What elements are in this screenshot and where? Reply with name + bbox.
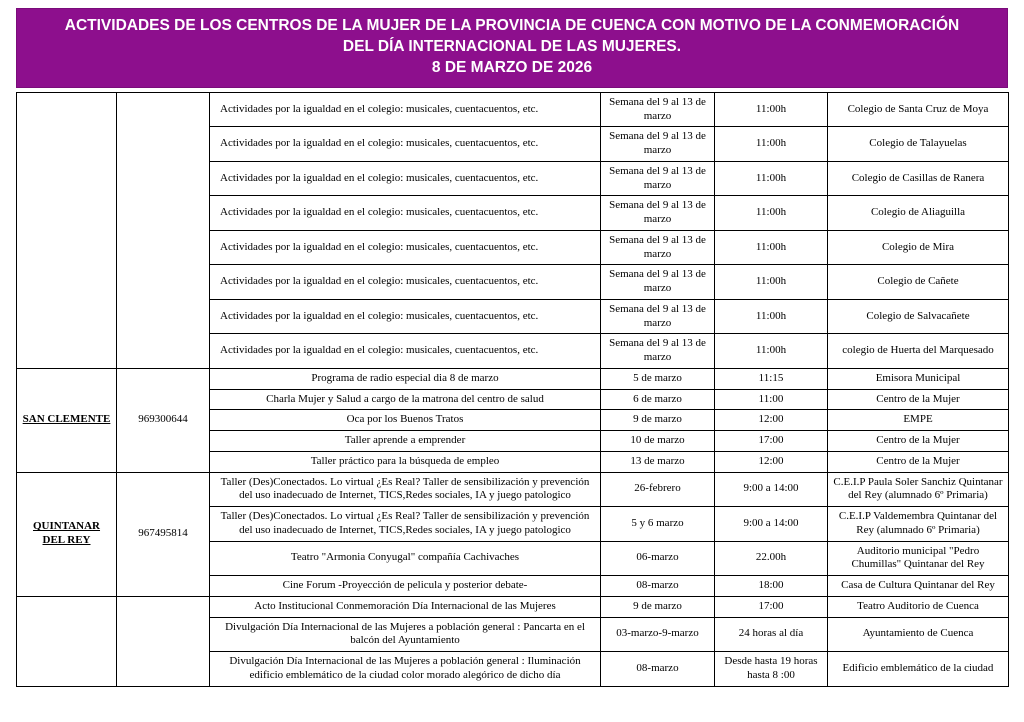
- activity-cell: Acto Institucional Conmemoración Día Internacional de las Mujeres: [210, 596, 601, 617]
- date-cell: 6 de marzo: [601, 389, 715, 410]
- date-cell: 03-marzo-9-marzo: [601, 617, 715, 652]
- time-cell: 18:00: [715, 576, 828, 597]
- time-cell: Desde hasta 19 horas hasta 8 :00: [715, 652, 828, 687]
- place-cell: colegio de Huerta del Marquesado: [828, 334, 1009, 369]
- activity-cell: Taller (Des)Conectados. Lo virtual ¿Es Real? Taller de sensibilización y prevención del uso inadecuado de Internet, TICS,Redes sociales, IA y juego patologico: [210, 507, 601, 542]
- date-cell: Semana del 9 al 13 de marzo: [601, 161, 715, 196]
- activities-table-body: [17, 92, 1009, 686]
- activity-cell: Actividades por la igualdad en el colegio: musicales, cuentacuentos, etc.: [210, 265, 601, 300]
- place-cell: Centro de la Mujer: [828, 451, 1009, 472]
- time-cell: 11:00h: [715, 196, 828, 231]
- title-line-3: 8 DE MARZO DE 2026: [431, 58, 593, 76]
- activity-cell: Actividades por la igualdad en el colegio: musicales, cuentacuentos, etc.: [210, 161, 601, 196]
- date-cell: Semana del 9 al 13 de marzo: [601, 299, 715, 334]
- time-cell: 11:00h: [715, 265, 828, 300]
- center-name-cell: QUINTANAR DEL REY: [17, 472, 117, 596]
- activities-table: [16, 92, 1009, 687]
- table-row: [17, 368, 1009, 389]
- date-cell: Semana del 9 al 13 de marzo: [601, 127, 715, 162]
- time-cell: 11:00h: [715, 161, 828, 196]
- date-cell: 5 de marzo: [601, 368, 715, 389]
- activity-cell: Actividades por la igualdad en el colegio: musicales, cuentacuentos, etc.: [210, 92, 601, 127]
- activity-cell: Teatro "Armonia Conyugal" compañía Cachivaches: [210, 541, 601, 576]
- time-cell: 12:00: [715, 451, 828, 472]
- activity-cell: Taller (Des)Conectados. Lo virtual ¿Es Real? Taller de sensibilización y prevención del uso inadecuado de Internet, TICS,Redes sociales, IA y juego patologico: [210, 472, 601, 507]
- table-row: [17, 472, 1009, 507]
- time-cell: 17:00: [715, 431, 828, 452]
- table-row: [17, 596, 1009, 617]
- center-name-cell: [17, 596, 117, 686]
- time-cell: 17:00: [715, 596, 828, 617]
- activity-cell: Actividades por la igualdad en el colegio: musicales, cuentacuentos, etc.: [210, 230, 601, 265]
- date-cell: 5 y 6 marzo: [601, 507, 715, 542]
- center-phone-cell: [117, 92, 210, 368]
- place-cell: Colegio de Cañete: [828, 265, 1009, 300]
- place-cell: Centro de la Mujer: [828, 431, 1009, 452]
- date-cell: 26-febrero: [601, 472, 715, 507]
- activity-cell: Actividades por la igualdad en el colegio: musicales, cuentacuentos, etc.: [210, 334, 601, 369]
- time-cell: 11:15: [715, 368, 828, 389]
- center-name-cell: [17, 92, 117, 368]
- activity-cell: Divulgación Día Internacional de las Mujeres a población general : Iluminación edificio emblemático de la ciudad color morado alegórico de dicho día: [210, 652, 601, 687]
- activity-cell: Actividades por la igualdad en el colegio: musicales, cuentacuentos, etc.: [210, 299, 601, 334]
- place-cell: Ayuntamiento de Cuenca: [828, 617, 1009, 652]
- table-row: [17, 92, 1009, 127]
- title-line-2: DEL DÍA INTERNACIONAL DE LAS MUJERES.: [342, 37, 682, 55]
- place-cell: Centro de la Mujer: [828, 389, 1009, 410]
- time-cell: 12:00: [715, 410, 828, 431]
- activity-cell: Programa de radio especial dia 8 de marzo: [210, 368, 601, 389]
- place-cell: Colegio de Talayuelas: [828, 127, 1009, 162]
- title-line-1: ACTIVIDADES DE LOS CENTROS DE LA MUJER DE LA PROVINCIA DE CUENCA CON MOTIVO DE LA CONMEMORACIÓN: [64, 17, 960, 34]
- date-cell: Semana del 9 al 13 de marzo: [601, 265, 715, 300]
- place-cell: Casa de Cultura Quintanar del Rey: [828, 576, 1009, 597]
- activity-cell: Actividades por la igualdad en el colegio: musicales, cuentacuentos, etc.: [210, 127, 601, 162]
- activity-cell: Oca por los Buenos Tratos: [210, 410, 601, 431]
- time-cell: 11:00h: [715, 230, 828, 265]
- time-cell: 11:00h: [715, 334, 828, 369]
- activity-cell: Charla Mujer y Salud a cargo de la matrona del centro de salud: [210, 389, 601, 410]
- date-cell: Semana del 9 al 13 de marzo: [601, 92, 715, 127]
- center-phone-cell: [117, 596, 210, 686]
- activity-cell: Divulgación Día Internacional de las Mujeres a población general : Pancarta en el balcón del Ayuntamiento: [210, 617, 601, 652]
- date-cell: 08-marzo: [601, 576, 715, 597]
- place-cell: Emisora Municipal: [828, 368, 1009, 389]
- place-cell: Edificio emblemático de la ciudad: [828, 652, 1009, 687]
- date-cell: 9 de marzo: [601, 596, 715, 617]
- date-cell: 10 de marzo: [601, 431, 715, 452]
- place-cell: Colegio de Santa Cruz de Moya: [828, 92, 1009, 127]
- date-cell: 08-marzo: [601, 652, 715, 687]
- place-cell: Colegio de Mira: [828, 230, 1009, 265]
- activity-cell: Actividades por la igualdad en el colegio: musicales, cuentacuentos, etc.: [210, 196, 601, 231]
- place-cell: EMPE: [828, 410, 1009, 431]
- activity-cell: Taller aprende a emprender: [210, 431, 601, 452]
- place-cell: Colegio de Aliaguilla: [828, 196, 1009, 231]
- place-cell: Colegio de Salvacañete: [828, 299, 1009, 334]
- date-cell: Semana del 9 al 13 de marzo: [601, 230, 715, 265]
- place-cell: Auditorio municipal "Pedro Chumillas" Quintanar del Rey: [828, 541, 1009, 576]
- time-cell: 9:00 a 14:00: [715, 472, 828, 507]
- activity-cell: Taller práctico para la búsqueda de empleo: [210, 451, 601, 472]
- time-cell: 11:00: [715, 389, 828, 410]
- center-name-cell: SAN CLEMENTE: [17, 368, 117, 472]
- date-cell: 13 de marzo: [601, 451, 715, 472]
- time-cell: 24 horas al día: [715, 617, 828, 652]
- time-cell: 11:00h: [715, 92, 828, 127]
- time-cell: 11:00h: [715, 299, 828, 334]
- date-cell: 9 de marzo: [601, 410, 715, 431]
- date-cell: Semana del 9 al 13 de marzo: [601, 196, 715, 231]
- time-cell: 22.00h: [715, 541, 828, 576]
- place-cell: C.E.I.P Valdemembra Quintanar del Rey (alumnado 6º Primaria): [828, 507, 1009, 542]
- date-cell: 06-marzo: [601, 541, 715, 576]
- place-cell: Colegio de Casillas de Ranera: [828, 161, 1009, 196]
- center-phone-cell: 967495814: [117, 472, 210, 596]
- date-cell: Semana del 9 al 13 de marzo: [601, 334, 715, 369]
- activity-cell: Cine Forum -Proyección de pelicula y posterior debate-: [210, 576, 601, 597]
- place-cell: C.E.I.P Paula Soler Sanchiz Quintanar del Rey (alumnado 6º Primaria): [828, 472, 1009, 507]
- time-cell: 11:00h: [715, 127, 828, 162]
- document-title-banner: [16, 8, 1008, 88]
- time-cell: 9:00 a 14:00: [715, 507, 828, 542]
- center-phone-cell: 969300644: [117, 368, 210, 472]
- place-cell: Teatro Auditorio de Cuenca: [828, 596, 1009, 617]
